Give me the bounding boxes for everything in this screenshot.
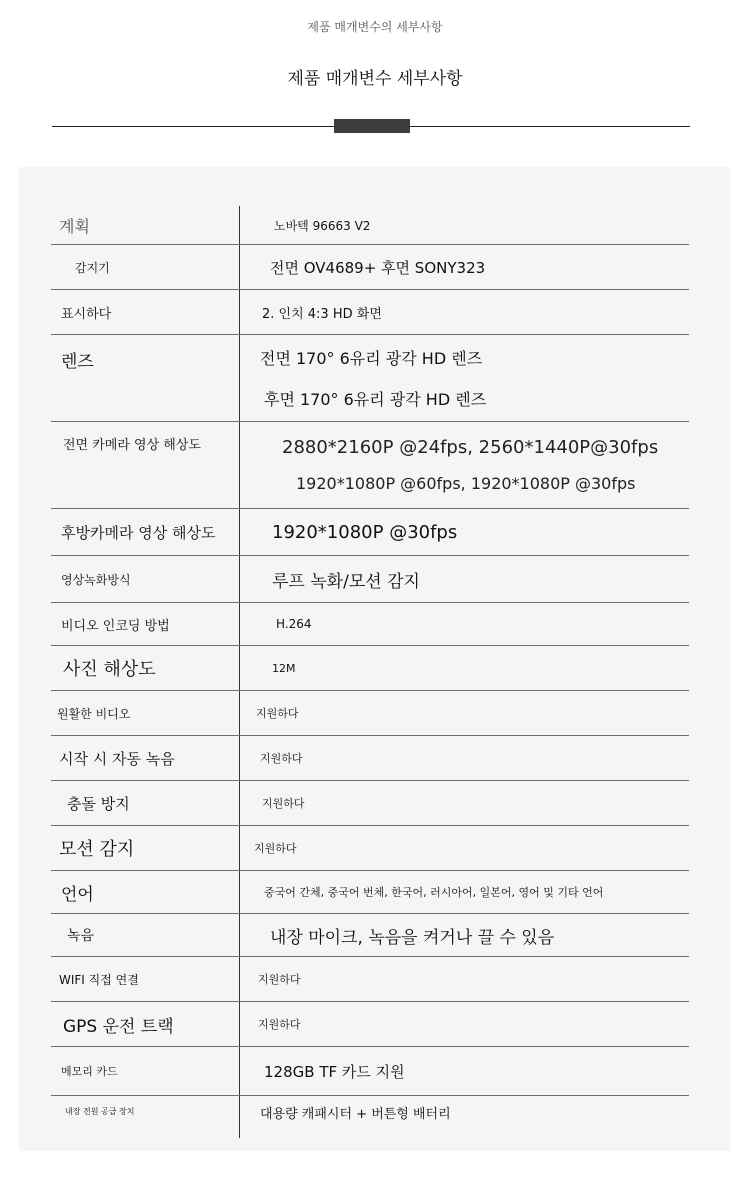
spec-value [240, 736, 689, 780]
spec-row [51, 691, 689, 736]
spec-row [51, 646, 689, 691]
title-divider-block [334, 119, 410, 133]
spec-value-line: 2880*2160P @24fps, 2560*1440P@30fps [282, 437, 659, 458]
spec-row [51, 1096, 689, 1138]
spec-value-line: 후면 170° 6유리 광각 HD 렌즈 [264, 390, 487, 409]
spec-value [240, 826, 689, 870]
spec-label: WIFI 직접 연결 [51, 957, 240, 1001]
spec-value [240, 245, 689, 289]
spec-value [240, 691, 689, 735]
spec-row [51, 781, 689, 826]
spec-value-line: 루프 녹화/모션 감지 [272, 571, 420, 592]
top-caption: 제품 매개변수의 세부사항 [307, 20, 443, 34]
spec-row [51, 509, 689, 556]
spec-label: 충돌 방지 [51, 781, 240, 825]
spec-value [240, 556, 689, 602]
spec-value-line: 내장 마이크, 녹음을 켜거나 끌 수 있음 [270, 927, 555, 948]
spec-value [240, 781, 689, 825]
spec-value [240, 335, 689, 421]
spec-row [51, 206, 689, 245]
spec-value-line: 전면 OV4689+ 후면 SONY323 [270, 258, 486, 277]
spec-value-line: 128GB TF 카드 지원 [264, 1062, 405, 1081]
spec-row [51, 603, 689, 646]
spec-label: 녹음 [51, 914, 240, 956]
spec-value-line: 지원하다 [258, 973, 301, 986]
spec-value [240, 1096, 689, 1128]
spec-value [240, 1002, 689, 1046]
spec-row [51, 335, 689, 422]
spec-table [51, 206, 689, 1138]
spec-label: 사진 해상도 [51, 646, 240, 690]
spec-row [51, 957, 689, 1002]
spec-value-line: 12M [272, 661, 296, 675]
spec-label: 내장 전원 공급 장치 [51, 1096, 240, 1138]
spec-label: 모션 감지 [51, 826, 240, 870]
spec-label: GPS 운전 트랙 [51, 1002, 240, 1046]
spec-label: 계획 [51, 206, 240, 244]
spec-row [51, 871, 689, 914]
spec-label: 후방카메라 영상 해상도 [51, 509, 240, 555]
spec-value-line: 1920*1080P @30fps [272, 521, 458, 543]
spec-value [240, 646, 689, 690]
spec-row [51, 736, 689, 781]
spec-label: 언어 [51, 871, 240, 913]
spec-value [240, 957, 689, 1001]
spec-label: 메모리 카드 [51, 1047, 240, 1095]
page-title: 제품 매개변수 세부사항 [287, 69, 463, 89]
spec-value [240, 290, 689, 334]
spec-value-line: 대용량 캐패시터 + 버튼형 배터리 [260, 1106, 451, 1122]
spec-label: 시작 시 자동 녹음 [51, 736, 240, 780]
spec-value [240, 1047, 689, 1095]
spec-value-line: 지원하다 [258, 1018, 301, 1031]
spec-label: 감지기 [51, 245, 240, 289]
spec-row [51, 290, 689, 335]
spec-value [240, 871, 689, 913]
spec-row [51, 556, 689, 603]
spec-row [51, 826, 689, 871]
spec-value-line: 지원하다 [254, 842, 297, 855]
spec-value [240, 914, 689, 956]
spec-label: 비디오 인코딩 방법 [51, 603, 240, 645]
spec-value [240, 422, 689, 508]
spec-value-line: 2. 인치 4:3 HD 화면 [262, 306, 382, 322]
spec-row [51, 422, 689, 509]
spec-value-line: 1920*1080P @60fps, 1920*1080P @30fps [296, 474, 636, 493]
spec-value [240, 206, 689, 244]
spec-value-line: 노바텍 96663 V2 [274, 218, 371, 233]
spec-value-line: 지원하다 [256, 707, 299, 720]
spec-label: 영상녹화방식 [51, 556, 240, 602]
spec-label: 렌즈 [51, 335, 240, 421]
spec-label: 표시하다 [51, 290, 240, 334]
spec-row [51, 1047, 689, 1096]
spec-value-line: 전면 170° 6유리 광각 HD 렌즈 [260, 349, 483, 368]
spec-value [240, 509, 689, 555]
spec-value-line: 지원하다 [260, 752, 303, 765]
spec-label: 원활한 비디오 [51, 691, 240, 735]
spec-value-line: 중국어 간체, 중국어 번체, 한국어, 러시아어, 일본어, 영어 및 기타 언어 [264, 886, 604, 899]
spec-row [51, 914, 689, 957]
spec-row [51, 245, 689, 290]
spec-label: 전면 카메라 영상 해상도 [51, 422, 240, 508]
spec-value [240, 603, 689, 645]
spec-value-line: 지원하다 [262, 797, 305, 810]
spec-value-line: H.264 [276, 617, 312, 631]
spec-row [51, 1002, 689, 1047]
